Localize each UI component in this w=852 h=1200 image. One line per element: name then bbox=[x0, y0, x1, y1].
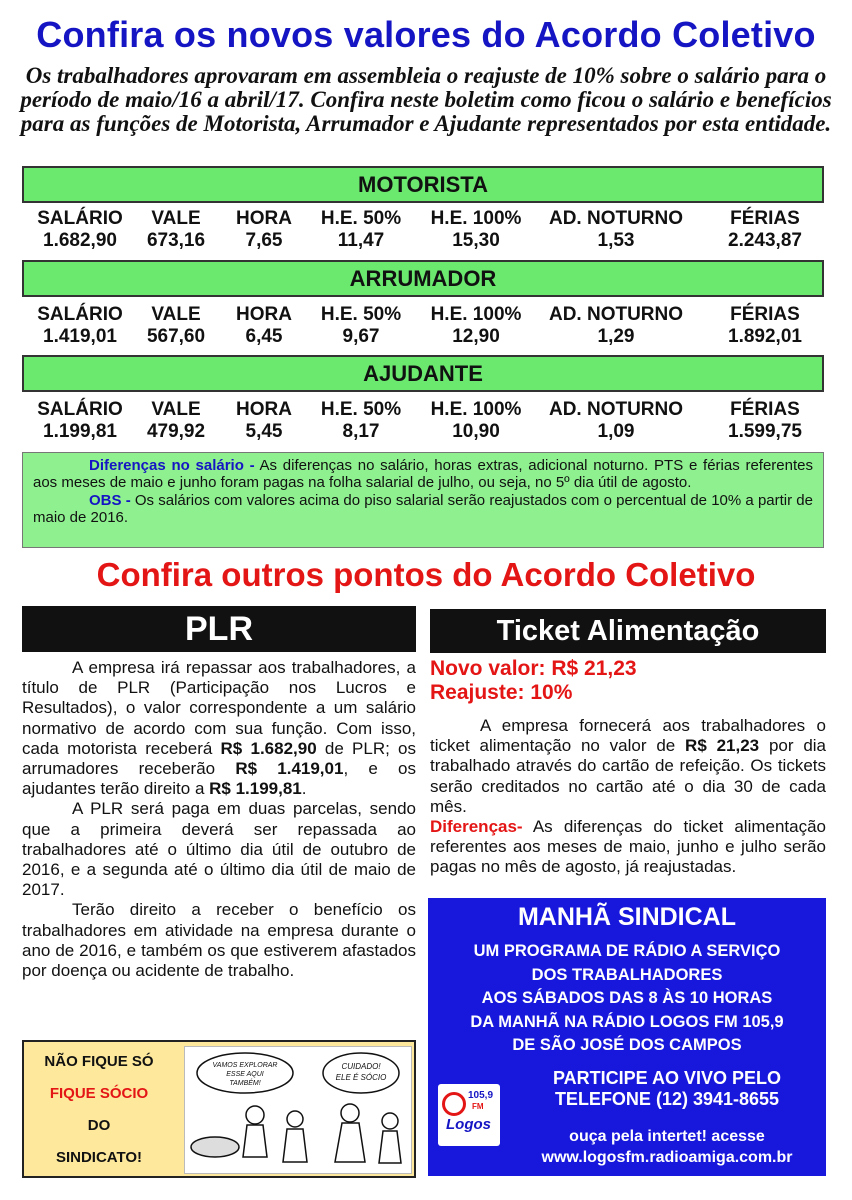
plr-body bbox=[22, 658, 416, 981]
plr-paragraph: A PLR será paga em duas parcelas, sendo que a primeira deverá ser repassada ao trabalhadores até o último dia útil de outubro de 2016, e a segunda até o último dia útil de maio de 2017. bbox=[22, 799, 416, 900]
svg-text:VAMOS EXPLORAR: VAMOS EXPLORAR bbox=[212, 1062, 278, 1069]
value-ferias: 1.599,75 bbox=[728, 421, 802, 442]
column-label: H.E. 50% bbox=[320, 208, 402, 229]
ticket-value: R$ 21,23 bbox=[685, 736, 760, 756]
column-label: AD. NOTURNO bbox=[548, 304, 684, 325]
cartoon-image bbox=[184, 1046, 412, 1174]
values-row-arrumador bbox=[0, 304, 852, 354]
obs-label: OBS - bbox=[89, 491, 131, 509]
radio-program-box bbox=[428, 898, 826, 1176]
ticket-header: Ticket Alimentação bbox=[430, 609, 826, 653]
column-label: FÉRIAS bbox=[730, 304, 800, 325]
column-label: VALE bbox=[151, 304, 201, 325]
value-salario: 1.419,01 bbox=[43, 326, 117, 347]
column-label: FÉRIAS bbox=[730, 399, 800, 420]
value-he50: 8,17 bbox=[342, 421, 380, 442]
group-header-arrumador: ARRUMADOR bbox=[22, 260, 824, 297]
radio-participe: PARTICIPE AO VIVO PELO TELEFONE (12) 3941-8655 bbox=[508, 1068, 826, 1110]
ticket-paragraph: A empresa fornecerá aos trabalhadores o ticket alimentação no valor de R$ 21,23 por dia trabalhado através do cartão de refeição. Os tickets serão creditados no cartão até o dia 30 de cada mês. bbox=[430, 716, 827, 816]
value-he50: 11,47 bbox=[337, 230, 385, 251]
group-header-ajudante: AJUDANTE bbox=[22, 355, 824, 392]
promo-text: NÃO FIQUE SÓ FIQUE SÓCIO DO SINDICATO! bbox=[44, 1053, 154, 1166]
column-label: FÉRIAS bbox=[730, 208, 800, 229]
plr-value-ajudante: R$ 1.199,81 bbox=[209, 779, 302, 799]
value-hora: 7,65 bbox=[245, 230, 283, 251]
column-label: SALÁRIO bbox=[37, 304, 123, 325]
column-label: VALE bbox=[151, 399, 201, 420]
column-label: H.E. 100% bbox=[430, 304, 522, 325]
column-label: H.E. 100% bbox=[430, 399, 522, 420]
value-ferias: 2.243,87 bbox=[728, 230, 802, 251]
value-vale: 567,60 bbox=[146, 326, 206, 347]
logo-circle-icon bbox=[442, 1092, 466, 1116]
value-vale: 673,16 bbox=[146, 230, 206, 251]
svg-text:TAMBÉM!: TAMBÉM! bbox=[229, 1080, 261, 1087]
column-label: HORA bbox=[236, 208, 292, 229]
column-label: VALE bbox=[151, 208, 201, 229]
radio-description: UM PROGRAMA DE RÁDIO A SERVIÇO DOS TRABALHADORES AOS SÁBADOS DAS 8 ÀS 10 HORAS DA MANHÃ NA RÁDIO LOGOS FM 105,9 DE SÃO JOSÉ DOS CAMPOS bbox=[470, 942, 784, 1054]
value-he100: 15,30 bbox=[452, 230, 500, 251]
value-he50: 9,67 bbox=[342, 326, 380, 347]
ticket-diff: Diferenças- As diferenças do ticket alimentação referentes aos meses de maio, junho e julho serão pagas no mês de agosto, já reajustadas. bbox=[430, 817, 826, 877]
diff-text: As diferenças no salário, horas extras, adicional noturno. PTS e férias referentes aos meses de maio e junho foram pagas na folha salarial de julho, ou seja, no 5º dia útil de agosto. bbox=[33, 457, 813, 492]
value-ferias: 1.892,01 bbox=[728, 326, 802, 347]
radio-url-link[interactable]: www.logosfm.radioamiga.com.br bbox=[541, 1149, 793, 1166]
ticket-diff-label: Diferenças- bbox=[430, 817, 523, 837]
intro-text: Os trabalhadores aprovaram em assembleia o reajuste de 10% sobre o salário para o período de maio/16 a abril/17. Confira neste boletim como ficou o salário e benefícios para as funções de Motorista, Arrumador e Ajudante representados por esta entidade. bbox=[20, 63, 832, 136]
column-label: SALÁRIO bbox=[37, 399, 123, 420]
plr-paragraph: A empresa irá repassar aos trabalhadores, a título de PLR (Participação nos Lucros e Resultados), o valor correspondente a um salário normativo de acordo com sua função. Com isso, cada motorista receberá R$ 1.682,90 de PLR; os arrumadores receberão R$ 1.419,01, e os ajudantes terão direito a R$ 1.199,81. bbox=[22, 658, 416, 799]
plr-header: PLR bbox=[22, 606, 416, 652]
value-vale: 479,92 bbox=[146, 421, 206, 442]
column-label: H.E. 50% bbox=[320, 304, 402, 325]
values-row-motorista bbox=[0, 208, 852, 258]
value-hora: 5,45 bbox=[245, 421, 283, 442]
diff-label: Diferenças no salário - bbox=[89, 457, 255, 474]
value-he100: 10,90 bbox=[452, 421, 500, 442]
plr-value-arrumador: R$ 1.419,01 bbox=[235, 759, 344, 779]
plr-value-motorista: R$ 1.682,90 bbox=[220, 738, 317, 758]
column-label: AD. NOTURNO bbox=[548, 208, 684, 229]
svg-text:ESSE AQUI: ESSE AQUI bbox=[226, 1071, 264, 1078]
obs-note bbox=[33, 492, 813, 527]
ticket-reajuste: Reajuste: 10% bbox=[430, 681, 573, 704]
ticket-body bbox=[430, 716, 826, 878]
value-salario: 1.682,90 bbox=[43, 230, 117, 251]
radio-phone: TELEFONE (12) 3941-8655 bbox=[554, 1089, 780, 1109]
logos-fm-logo: 105,9 FM Logos bbox=[438, 1084, 500, 1146]
radio-title: MANHÃ SINDICAL bbox=[517, 903, 737, 931]
cartoon-drawing-icon bbox=[185, 1047, 412, 1174]
value-he100: 12,90 bbox=[452, 326, 500, 347]
svg-text:CUIDADO!: CUIDADO! bbox=[341, 1062, 381, 1071]
notes-box bbox=[22, 452, 824, 548]
column-label: AD. NOTURNO bbox=[548, 399, 684, 420]
column-label: H.E. 50% bbox=[320, 399, 402, 420]
plr-paragraph: Terão direito a receber o benefício os trabalhadores em atividade na empresa durante o ano de 2016, e também os que estiverem afastados por doença ou acidente de trabalho. bbox=[22, 900, 416, 981]
svg-text:ELE É SÓCIO: ELE É SÓCIO bbox=[335, 1073, 387, 1082]
page-title: Confira os novos valores do Acordo Coletivo bbox=[36, 14, 816, 55]
ticket-novo-valor: Novo valor: R$ 21,23 bbox=[430, 657, 637, 680]
values-row-ajudante bbox=[0, 399, 852, 449]
column-label: H.E. 100% bbox=[430, 208, 522, 229]
diff-note bbox=[33, 457, 813, 492]
section-title: Confira outros pontos do Acordo Coletivo bbox=[96, 556, 756, 593]
radio-acesse: ouça pela intertet! acesse bbox=[569, 1128, 765, 1145]
obs-text: Os salários com valores acima do piso salarial serão reajustados com o percentual de 10% a partir de maio de 2016. bbox=[33, 491, 813, 527]
value-salario: 1.199,81 bbox=[43, 421, 117, 442]
value-ad-noturno: 1,53 bbox=[597, 230, 635, 251]
value-ad-noturno: 1,29 bbox=[597, 326, 635, 347]
value-hora: 6,45 bbox=[245, 326, 283, 347]
promo-box bbox=[22, 1040, 416, 1178]
group-header-motorista: MOTORISTA bbox=[22, 166, 824, 203]
column-label: HORA bbox=[236, 304, 292, 325]
column-label: SALÁRIO bbox=[37, 208, 123, 229]
column-label: HORA bbox=[236, 399, 292, 420]
value-ad-noturno: 1,09 bbox=[597, 421, 635, 442]
